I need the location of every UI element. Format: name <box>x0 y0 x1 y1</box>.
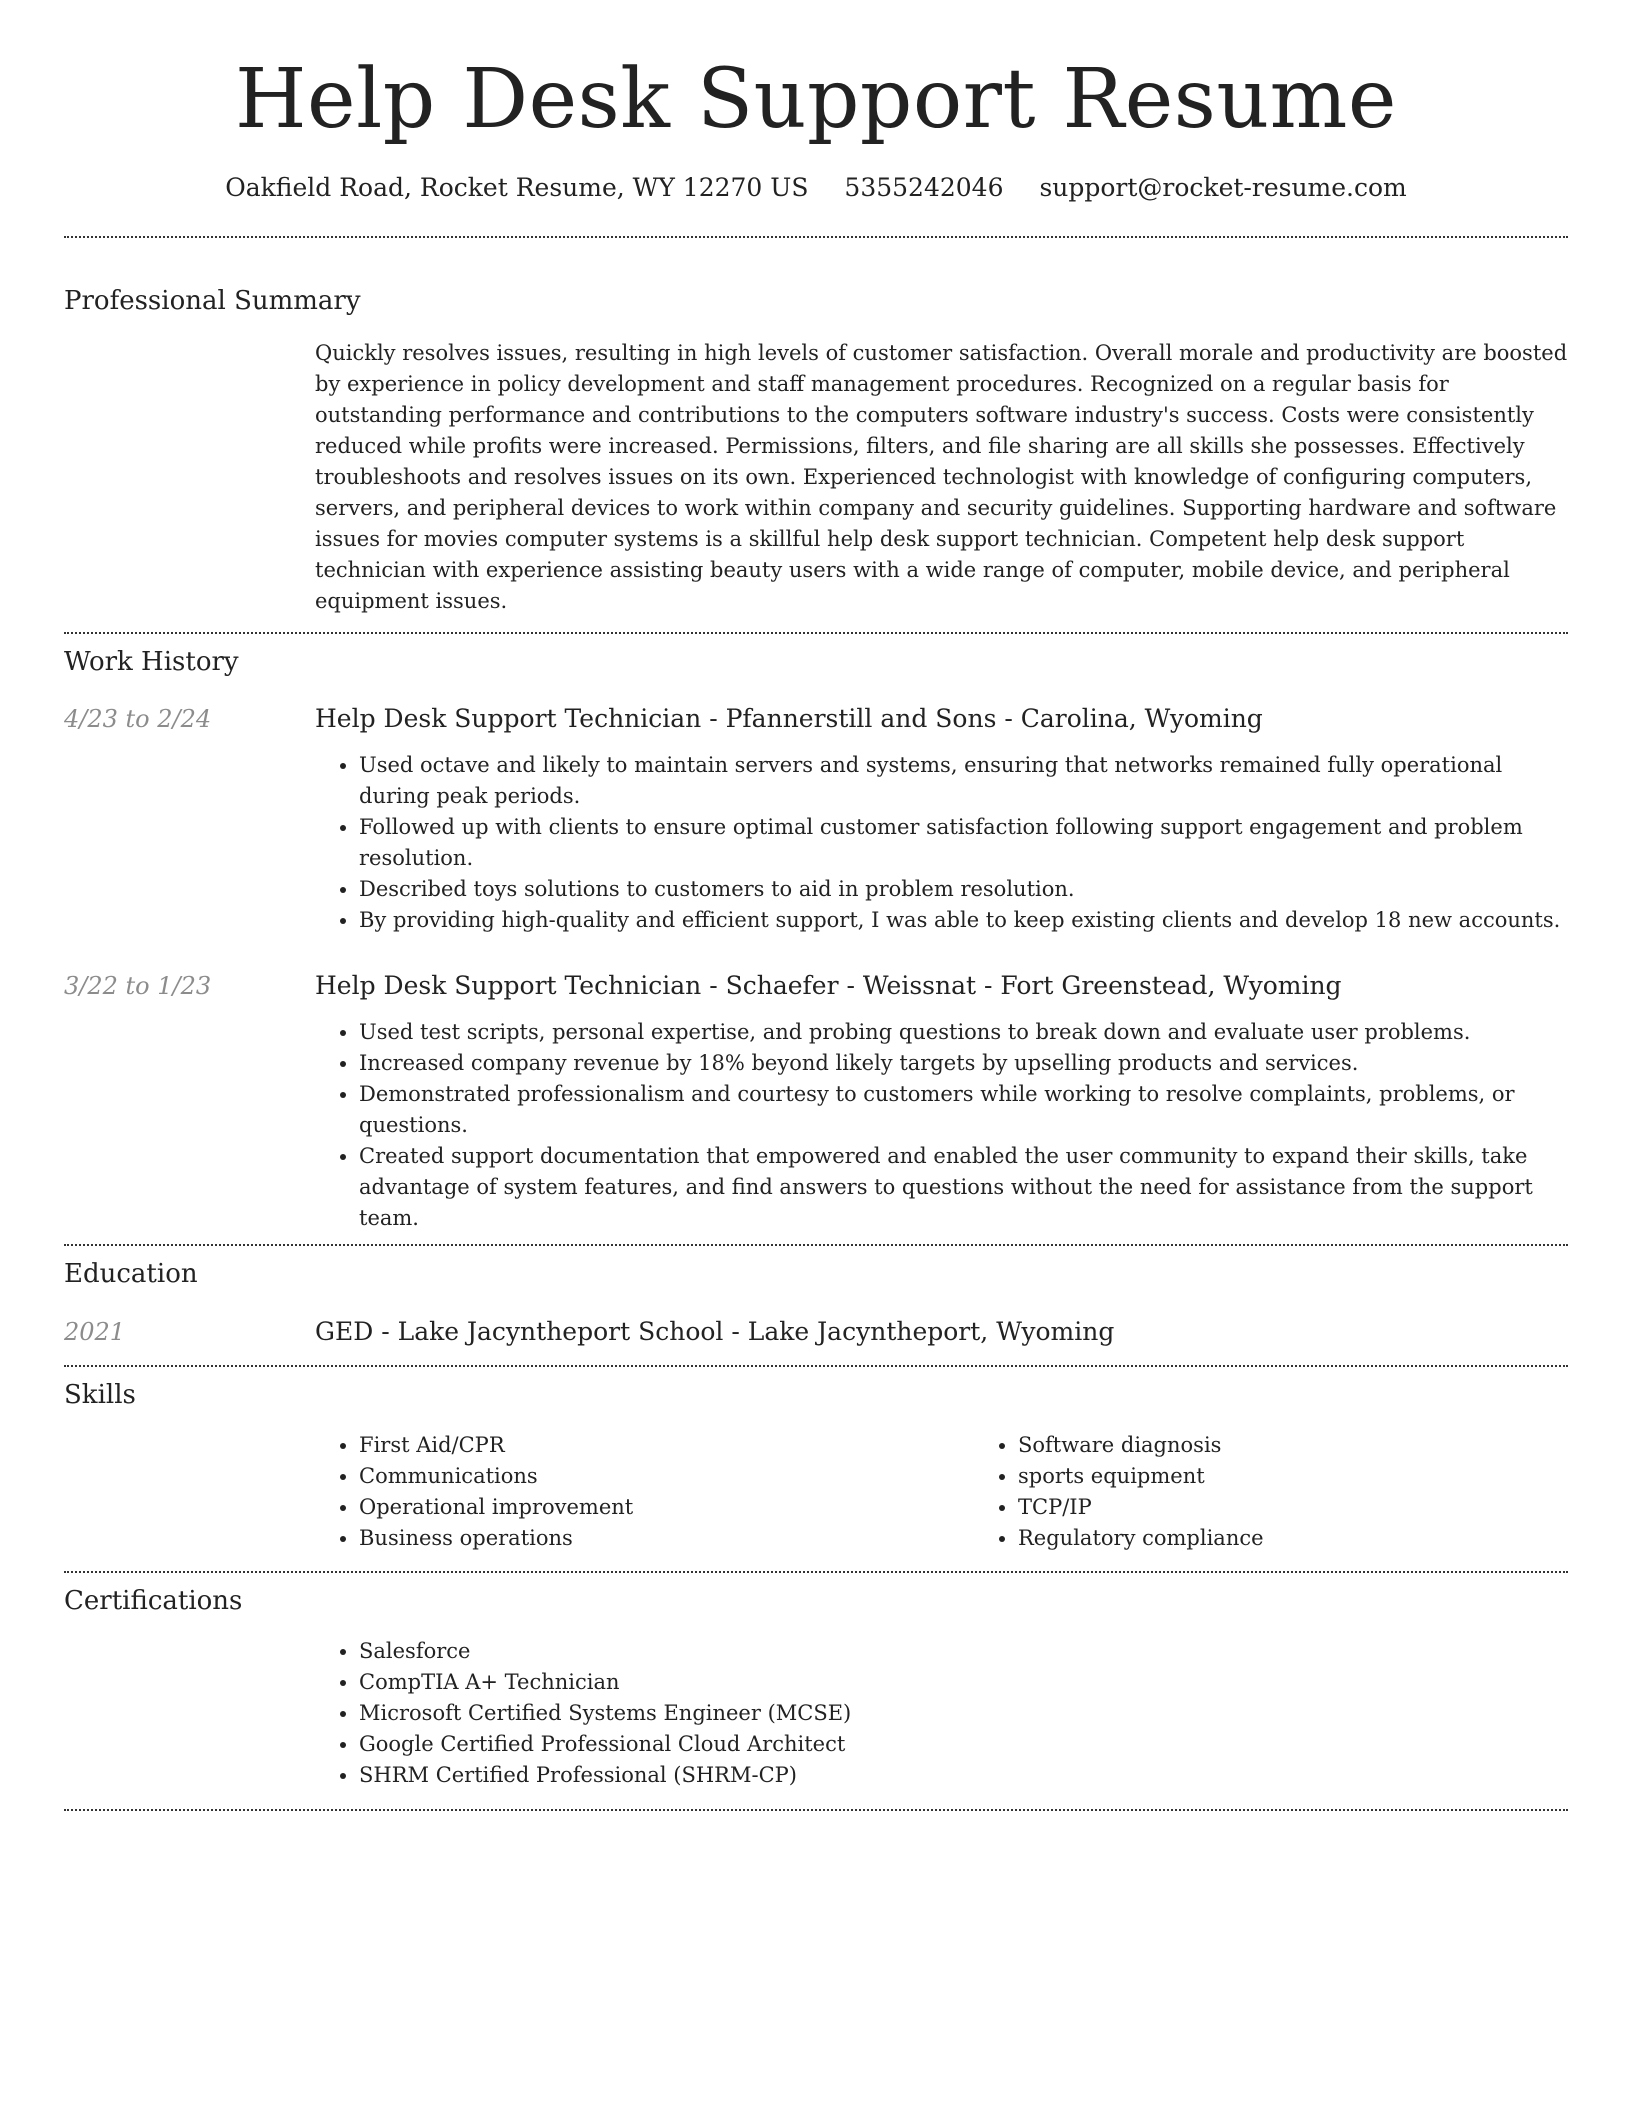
job-left <box>64 702 315 736</box>
education-year: 2021 <box>64 1318 126 1346</box>
certifications-body <box>315 1636 1568 1791</box>
summary-row <box>64 338 1568 617</box>
job-bullet: • Followed up with clients to ensure optimal customer satisfaction following support engagement and problem resolution. <box>359 812 1568 874</box>
job-bullet: • Used octave and likely to maintain servers and systems, ensuring that networks remained fully operational during peak periods. <box>359 750 1568 812</box>
skills-grid <box>315 1430 1632 1554</box>
job-bullet: • Described toys solutions to customers to aid in problem resolution. <box>359 874 1568 905</box>
section-title-work: Work History <box>64 647 239 677</box>
section-divider <box>64 1365 1568 1367</box>
section-divider <box>64 1809 1568 1811</box>
skill-item: • Operational improvement <box>359 1492 974 1523</box>
certification-item: • Microsoft Certified Systems Engineer (MCSE) <box>359 1698 1568 1729</box>
skill-item: • Communications <box>359 1461 974 1492</box>
job-entry <box>64 702 1568 936</box>
section-divider <box>64 236 1568 238</box>
certification-item: • Google Certified Professional Cloud Architect <box>359 1729 1568 1760</box>
skills-column-1 <box>315 1430 974 1554</box>
skill-item: • TCP/IP <box>1018 1492 1632 1523</box>
job-body <box>315 702 1568 936</box>
summary-body <box>315 338 1568 617</box>
job-bullets <box>315 1017 1568 1234</box>
certifications-list <box>315 1636 1568 1791</box>
certification-item: • CompTIA A+ Technician <box>359 1667 1568 1698</box>
section-education <box>64 1257 1568 1349</box>
resume-title: Help Desk Support Resume <box>235 52 1397 147</box>
skill-item: • Regulatory compliance <box>1018 1523 1632 1554</box>
certification-item: • Salesforce <box>359 1636 1568 1667</box>
job-left <box>64 969 315 1003</box>
job-dates: 4/23 to 2/24 <box>64 705 212 733</box>
contact-email: support@rocket-resume.com <box>1039 173 1407 202</box>
skills-row <box>64 1430 1568 1554</box>
contact-phone: 5355242046 <box>844 173 1004 202</box>
education-body <box>315 1315 1568 1349</box>
section-work-history <box>64 645 1568 1234</box>
section-skills <box>64 1378 1568 1554</box>
section-summary <box>64 284 1568 617</box>
job-bullets <box>315 750 1568 936</box>
job-title: Help Desk Support Technician - Schaefer - Weissnat - Fort Greenstead, Wyoming <box>315 971 1342 1000</box>
section-divider <box>64 632 1568 634</box>
resume-header <box>64 0 1568 204</box>
job-bullet: • Demonstrated professionalism and courtesy to customers while working to resolve complaints, problems, or questions. <box>359 1079 1568 1141</box>
section-title-skills: Skills <box>64 1380 136 1410</box>
job-bullet: • Used test scripts, personal expertise, and probing questions to break down and evaluate user problems. <box>359 1017 1568 1048</box>
education-text: GED - Lake Jacyntheport School - Lake Jacyntheport, Wyoming <box>315 1317 1115 1346</box>
certification-item: • SHRM Certified Professional (SHRM-CP) <box>359 1760 1568 1791</box>
summary-text: Quickly resolves issues, resulting in high levels of customer satisfaction. Overall morale and productivity are boosted by experience in policy development and staff management procedures. Recognized on a regular basis for outstanding performance and contributions to the computers software industry's success. Costs were consistently reduced while profits were increased. Permissions, filters, and file sharing are all skills she possesses. Effectively troubleshoots and resolves issues on its own. Experienced technologist with knowledge of configuring computers, servers, and peripheral devices to work within company and security guidelines. Supporting hardware and software issues for movies computer systems is a skillful help desk support technician. Competent help desk support technician with experience assisting beauty users with a wide range of computer, mobile device, and peripheral equipment issues. <box>315 341 1568 613</box>
job-bullet: • Created support documentation that empowered and enabled the user community to expand their skills, take advantage of system features, and find answers to questions without the need for assistance from the support team. <box>359 1141 1568 1234</box>
skill-item: • Business operations <box>359 1523 974 1554</box>
certifications-row <box>64 1636 1568 1791</box>
skill-item: • First Aid/CPR <box>359 1430 974 1461</box>
section-divider <box>64 1571 1568 1573</box>
job-entry <box>64 969 1568 1234</box>
skills-column-2 <box>974 1430 1632 1554</box>
skill-item: • Software diagnosis <box>1018 1430 1632 1461</box>
education-left <box>64 1315 315 1349</box>
job-body <box>315 969 1568 1234</box>
education-entry <box>64 1315 1568 1349</box>
section-title-education: Education <box>64 1259 198 1289</box>
contact-address: Oakfield Road, Rocket Resume, WY 12270 US <box>225 173 809 202</box>
section-divider <box>64 1244 1568 1246</box>
job-dates: 3/22 to 1/23 <box>64 972 212 1000</box>
section-title-certifications: Certifications <box>64 1586 243 1616</box>
job-title: Help Desk Support Technician - Pfannerstill and Sons - Carolina, Wyoming <box>315 704 1263 733</box>
section-certifications <box>64 1584 1568 1791</box>
job-bullet: • By providing high-quality and efficient support, I was able to keep existing clients and develop 18 new accounts. <box>359 905 1568 936</box>
skill-item: • sports equipment <box>1018 1461 1632 1492</box>
job-bullet: • Increased company revenue by 18% beyond likely targets by upselling products and services. <box>359 1048 1568 1079</box>
contact-line <box>64 172 1568 204</box>
section-title-summary: Professional Summary <box>64 286 361 316</box>
